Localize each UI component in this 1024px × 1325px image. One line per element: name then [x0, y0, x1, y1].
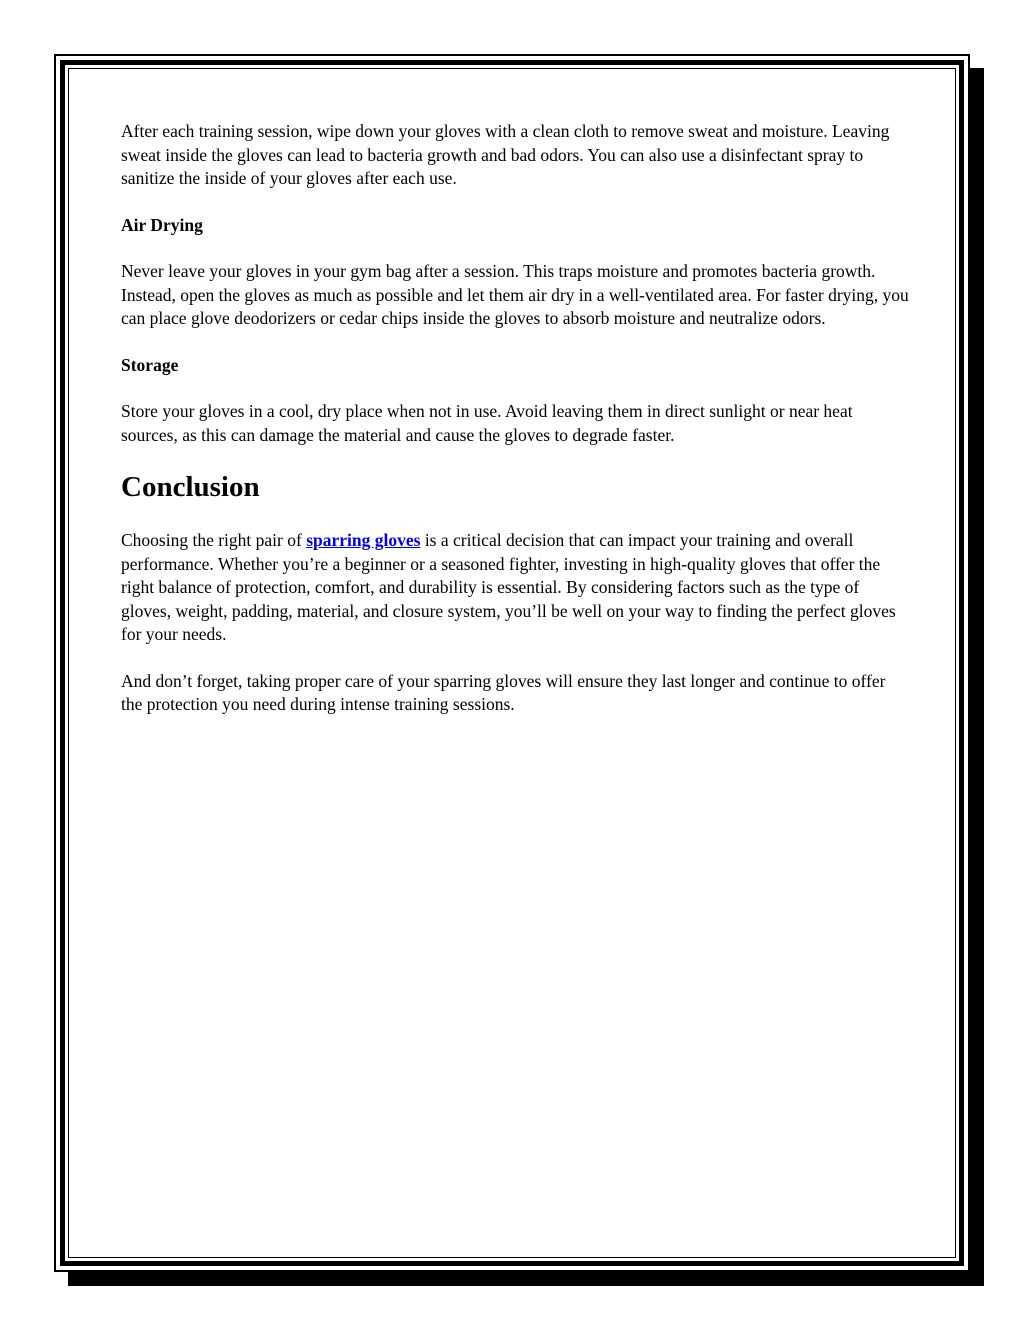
- heading-conclusion: Conclusion: [121, 471, 260, 503]
- sparring-gloves-link[interactable]: sparring gloves: [306, 530, 421, 550]
- paragraph-cleaning: After each training session, wipe down your gloves with a clean cloth to remove sweat and moisture. Leaving sweat inside the gloves can lead to bacteria growth and bad odors. You can also use a disinfectant spray to sanitize the inside of your gloves after each use.: [121, 121, 890, 188]
- conclusion-text-before-link: Choosing the right pair of: [121, 530, 307, 550]
- paragraph-storage: Store your gloves in a cool, dry place when not in use. Avoid leaving them in direct sunlight or near heat sources, as this can damage the material and cause the gloves to degrade faster.: [121, 401, 853, 445]
- paragraph-conclusion: [121, 529, 911, 647]
- conclusion-text-after-link: is a critical decision that can impact your training and overall performance. Whether you’re a beginner or a seasoned fighter, investing in high-quality gloves that offer the right balance of protection, comfort, and durability is essential. By considering factors such as the type of gloves, weight, padding, material, and closure system, you’ll be well on your way to finding the perfect gloves for your needs.: [121, 530, 896, 644]
- document-body: [121, 120, 911, 740]
- paragraph-final: And don’t forget, taking proper care of your sparring gloves will ensure they last longer and continue to offer the protection you need during intense training sessions.: [121, 670, 886, 714]
- paragraph-air-drying: Never leave your gloves in your gym bag after a session. This traps moisture and promotes bacteria growth. Instead, open the gloves as much as possible and let them air dry in a well-ventilated area. For faster drying, you can place glove deodorizers or cedar chips inside the gloves to absorb moisture and neutralize odors.: [121, 261, 909, 328]
- heading-storage: Storage: [121, 354, 179, 375]
- heading-air-drying: Air Drying: [121, 214, 203, 235]
